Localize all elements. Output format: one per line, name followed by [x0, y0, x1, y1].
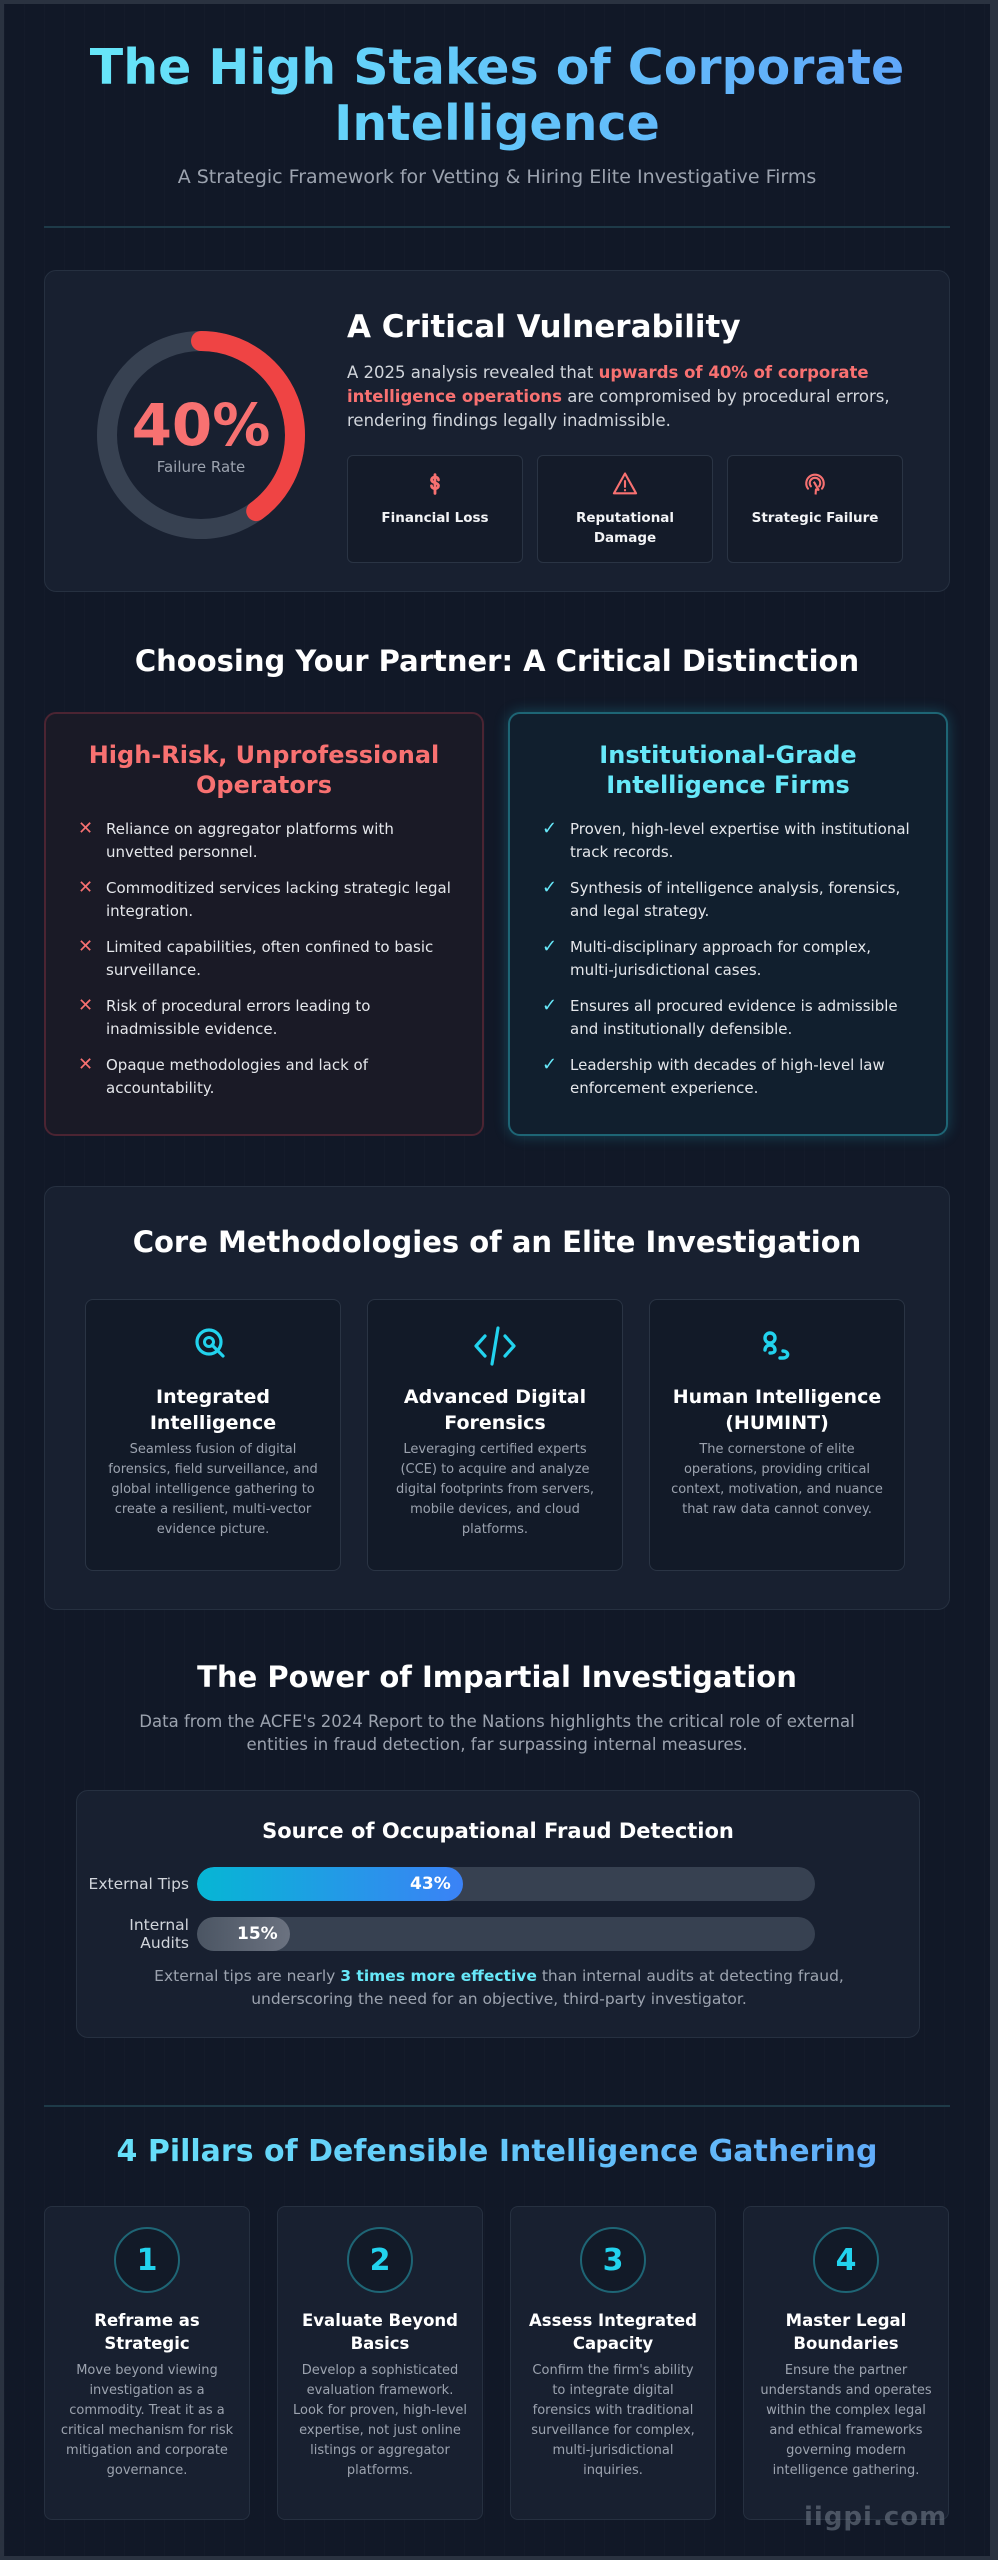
desc-highlight: upwards of 40% of corporate intelligence operations: [347, 363, 869, 406]
bar-track: [197, 1867, 815, 1901]
pillar-title: Assess Integrated Capacity: [529, 2311, 697, 2353]
donut-center: [93, 327, 309, 543]
bar-fill-internal: [197, 1917, 290, 1951]
magnifier-icon: [189, 1322, 237, 1370]
pillar-title: Reframe as Strategic: [94, 2311, 200, 2353]
pillar-title: Evaluate Beyond Basics: [302, 2311, 458, 2353]
check-icon: ✓: [542, 818, 558, 839]
list-item: [540, 1054, 916, 1100]
method-title: Human Intelligence (HUMINT): [672, 1386, 882, 1434]
bar-fill-external: [197, 1867, 463, 1901]
pillar-desc: Develop a sophisticated evaluation framework. Look for proven, high-level expertise, not just online listings or aggregator platforms.: [293, 2363, 467, 2478]
list-item: [76, 936, 452, 982]
impact-label: Strategic Failure: [751, 510, 879, 526]
check-icon: ✓: [542, 936, 558, 957]
list-item: [540, 877, 916, 923]
vulnerability-text: [347, 307, 917, 433]
check-icon: ✓: [542, 877, 558, 898]
impact-row: [347, 455, 903, 563]
people-icon: [753, 1322, 801, 1370]
list-item: [76, 818, 452, 864]
list-item: [76, 995, 452, 1041]
high-risk-operators-card: [44, 712, 484, 1136]
pillar-number: 1: [114, 2227, 180, 2293]
desc-text: A 2025 analysis revealed that: [347, 363, 599, 382]
pillar-desc: Move beyond viewing investigation as a commodity. Treat it as a critical mechanism for risk mitigation and corporate governance.: [60, 2363, 234, 2478]
note-text: External tips are nearly: [154, 1967, 341, 1985]
institutional-firms-card: [508, 712, 948, 1136]
dollar-icon: [421, 470, 449, 498]
impact-label: Reputational Damage: [575, 510, 675, 546]
item-text: Commoditized services lacking strategic legal integration.: [106, 879, 451, 920]
bar-track: [197, 1917, 815, 1951]
list-item: [540, 995, 916, 1041]
institutional-title: Institutional-Grade Intelligence Firms: [599, 741, 857, 799]
pillar-title: Master Legal Boundaries: [785, 2311, 907, 2353]
high-risk-list: [76, 818, 452, 1100]
impact-label: Financial Loss: [381, 510, 489, 526]
check-icon: ✓: [542, 1054, 558, 1075]
infographic-page: [4, 4, 990, 2556]
pillar-number: 2: [347, 2227, 413, 2293]
code-icon: [471, 1322, 519, 1370]
method-title: Integrated Intelligence: [149, 1386, 277, 1434]
power-heading: The Power of Impartial Investigation: [197, 1660, 797, 1694]
page-title: The High Stakes of Corporate Intelligence: [67, 40, 927, 152]
pillar-desc: Ensure the partner understands and operates within the complex legal and ethical frameworks governing modern intelligence gathering.: [760, 2363, 932, 2478]
impact-strategic-failure: [727, 455, 903, 563]
pillar-card: [743, 2206, 949, 2520]
x-icon: ✕: [78, 818, 94, 839]
partner-heading: Choosing Your Partner: A Critical Distinction: [134, 644, 860, 678]
page-subtitle: A Strategic Framework for Vetting & Hiring Elite Investigative Firms: [177, 166, 817, 188]
x-icon: ✕: [78, 995, 94, 1016]
power-subtitle: Data from the ACFE's 2024 Report to the Nations highlights the critical role of external entities in fraud detection, far surpassing internal measures.: [139, 1712, 855, 1754]
vulnerability-desc: [347, 361, 917, 433]
vulnerability-card: [44, 270, 950, 592]
item-text: Synthesis of intelligence analysis, forensics, and legal strategy.: [570, 879, 901, 920]
note-highlight: 3 times more effective: [340, 1967, 537, 1985]
item-text: Multi-disciplinary approach for complex, multi-jurisdictional cases.: [570, 938, 872, 979]
header: [4, 4, 990, 228]
chart-title: Source of Occupational Fraud Detection: [262, 1819, 734, 1843]
fraud-detection-chart: [76, 1790, 920, 2038]
list-item: [540, 818, 916, 864]
divider: [44, 226, 950, 228]
bar-label: Internal Audits: [129, 1916, 189, 1952]
institutional-list: [540, 818, 916, 1100]
list-item: [76, 877, 452, 923]
pillars-row: [44, 2206, 949, 2520]
pillar-card: [277, 2206, 483, 2520]
watermark: iigpi.com: [804, 2502, 948, 2532]
method-digital-forensics: [367, 1299, 623, 1571]
divider: [44, 2105, 950, 2107]
methodologies-row: [85, 1299, 905, 1571]
pillar-card: [44, 2206, 250, 2520]
pillar-desc: Confirm the firm's ability to integrate digital forensics with traditional surveillance for complex, multi-jurisdictional inquiries.: [531, 2363, 695, 2478]
method-humint: [649, 1299, 905, 1571]
bar-label: External Tips: [88, 1875, 189, 1893]
method-desc: Seamless fusion of digital forensics, field surveillance, and global intelligence gathering to create a resilient, multi-vector evidence picture.: [108, 1442, 318, 1537]
desc-text: are compromised by procedural errors, rendering findings legally inadmissible.: [347, 387, 890, 430]
chart-note: [107, 1965, 891, 2011]
x-icon: ✕: [78, 1054, 94, 1075]
high-risk-title: High-Risk, Unprofessional Operators: [88, 741, 440, 799]
bar-row-external-tips: [77, 1867, 815, 1901]
impact-financial-loss: [347, 455, 523, 563]
x-icon: ✕: [78, 936, 94, 957]
item-text: Opaque methodologies and lack of accountability.: [106, 1056, 369, 1097]
pillars-heading: 4 Pillars of Defensible Intelligence Gathering: [4, 2134, 990, 2169]
bar-row-internal-audits: [77, 1916, 815, 1952]
item-text: Risk of procedural errors leading to inadmissible evidence.: [106, 997, 371, 1038]
methodologies-card: [44, 1186, 950, 1610]
list-item: [76, 1054, 452, 1100]
item-text: Ensures all procured evidence is admissible and institutionally defensible.: [570, 997, 898, 1038]
item-text: Reliance on aggregator platforms with unvetted personnel.: [106, 820, 394, 861]
pillar-card: [510, 2206, 716, 2520]
item-text: Proven, high-level expertise with institutional track records.: [570, 820, 910, 861]
method-title: Advanced Digital Forensics: [403, 1386, 587, 1434]
target-pointer-icon: [801, 470, 829, 498]
pillar-number: 4: [813, 2227, 879, 2293]
item-text: Leadership with decades of high-level law enforcement experience.: [570, 1056, 885, 1097]
method-integrated-intelligence: [85, 1299, 341, 1571]
method-desc: Leveraging certified experts (CCE) to acquire and analyze digital footprints from servers, mobile devices, and cloud platforms.: [395, 1442, 594, 1537]
note-text: than internal audits at detecting fraud, underscoring the need for an objective, third-party investigator.: [251, 1967, 844, 2008]
failure-rate-label: Failure Rate: [156, 458, 246, 476]
methodologies-heading: Core Methodologies of an Elite Investigation: [132, 1225, 862, 1259]
check-icon: ✓: [542, 995, 558, 1016]
vulnerability-title: A Critical Vulnerability: [347, 309, 741, 345]
list-item: [540, 936, 916, 982]
method-desc: The cornerstone of elite operations, providing critical context, motivation, and nuance that raw data cannot convey.: [671, 1442, 883, 1517]
pillar-number: 3: [580, 2227, 646, 2293]
bar-value: 15%: [236, 1924, 278, 1944]
x-icon: ✕: [78, 877, 94, 898]
bar-value: 43%: [410, 1874, 451, 1894]
warning-triangle-icon: [611, 470, 639, 498]
impact-reputational-damage: [537, 455, 713, 563]
failure-rate-value: 40%: [131, 391, 271, 459]
item-text: Limited capabilities, often confined to basic surveillance.: [106, 938, 434, 979]
